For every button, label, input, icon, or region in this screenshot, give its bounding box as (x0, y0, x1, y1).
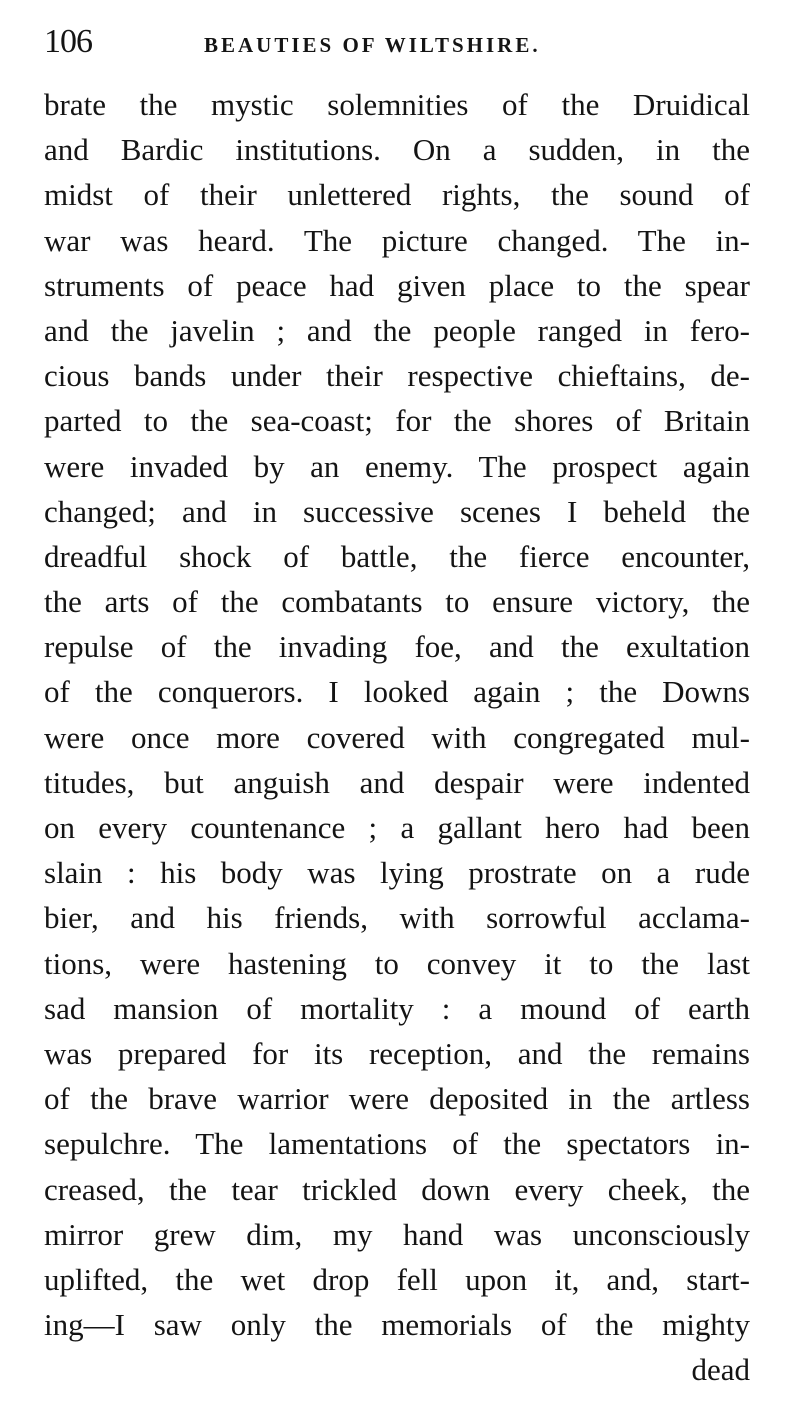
text-line: sad mansion of mortality : a mound of earth (44, 990, 750, 1026)
running-head: BEAUTIES OF WILTSHIRE. (204, 33, 541, 57)
text-line: and Bardic institutions. On a sudden, in the (44, 132, 750, 168)
text-line-final: dead (691, 1352, 750, 1388)
body-text (44, 82, 750, 1392)
text-line: on every countenance ; a gallant hero had been (44, 810, 750, 845)
page-header (44, 22, 744, 70)
text-line: mirror grew dim, my hand was unconsciously (44, 1216, 750, 1252)
text-line: midst of their unlettered rights, the sound of (44, 177, 750, 213)
text-line: bier, and his friends, with sorrowful acclama- (44, 900, 750, 936)
text-line: slain : his body was lying prostrate on a rude (44, 855, 750, 891)
text-line: and the javelin ; and the people ranged in fero- (44, 312, 750, 348)
text-line: sepulchre. The lamentations of the spectators in- (44, 1126, 750, 1162)
text-line: of the brave warrior were deposited in the artless (44, 1081, 750, 1117)
text-line: creased, the tear trickled down every cheek, the (44, 1171, 750, 1207)
text-line: was prepared for its reception, and the remains (44, 1035, 750, 1071)
text-line: brate the mystic solemnities of the Druidical (44, 87, 750, 122)
text-line: cious bands under their respective chieftains, de- (44, 358, 750, 394)
page-number: 106 (44, 23, 92, 60)
text-line: ing—I saw only the memorials of the mighty (44, 1307, 750, 1343)
text-line: were once more covered with congregated mul- (44, 719, 750, 755)
text-line: repulse of the invading foe, and the exultation (44, 629, 750, 665)
text-line: war was heard. The picture changed. The in- (44, 222, 750, 258)
text-line: were invaded by an enemy. The prospect again (44, 448, 750, 484)
text-line: parted to the sea-coast; for the shores of Britain (44, 403, 750, 439)
text-line: tions, were hastening to convey it to the last (44, 945, 750, 981)
text-line: uplifted, the wet drop fell upon it, and, start- (44, 1261, 750, 1297)
text-line: the arts of the combatants to ensure victory, the (44, 584, 750, 620)
text-line: titudes, but anguish and despair were indented (44, 764, 750, 800)
text-line: of the conquerors. I looked again ; the Downs (44, 674, 750, 710)
text-line: dreadful shock of battle, the fierce encounter, (44, 538, 750, 574)
text-line: changed; and in successive scenes I beheld the (44, 493, 750, 529)
text-line: struments of peace had given place to the spear (44, 267, 750, 303)
